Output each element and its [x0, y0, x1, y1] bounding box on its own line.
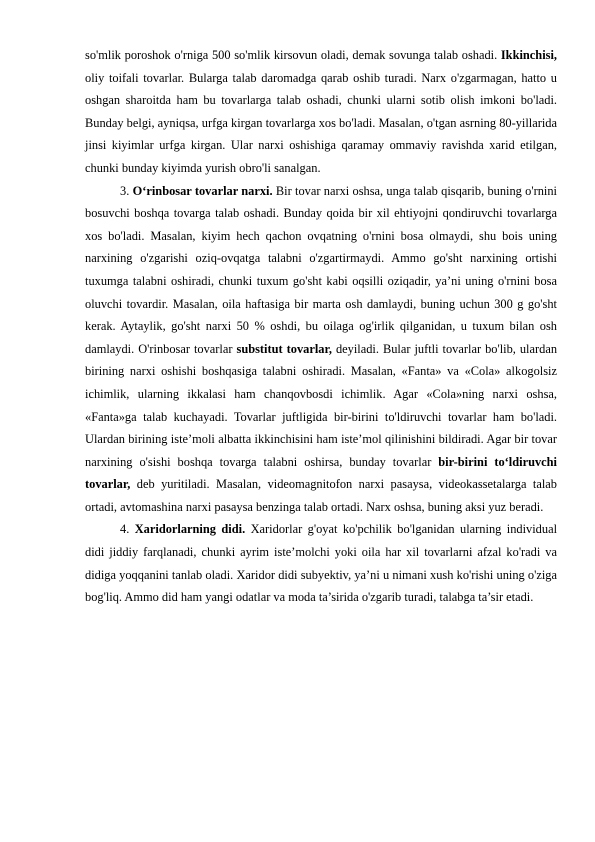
item-number: 3.	[120, 183, 133, 198]
term-substitut-tovarlar: substitut tovarlar,	[236, 341, 332, 356]
paragraph-substitute-goods	[85, 180, 557, 519]
text-segment: Bir tovar narxi oshsa, unga talab qisqarib, buning o'rnini bosuvchi boshqa tovarga talab oshadi. Bunday qoida bir xil ehtiyojni qondiruvchi tovarlarga xos bo'ladi. Masalan, kiyim hech qachon ovqatning o'rnini bosa olmaydi, shu bois uning narxining o'zgarishi oziq-ovqatga talabni o'zgartirmaydi. Ammo go'sht narxining ortishi tuxumga talabni oshiradi, chunki tuxum go'sht kabi oqsilli oziqadir, ya’ni uning o'rnini bosa oluvchi tovardir. Masalan, oila haftasiga bir marta osh damlaydi, buning uchun 300 g go'sht kerak. Aytaylik, go'sht narxi 50 % oshdi, bu oilaga og'irlik qilganidan, u tuxum bilan osh damlaydi. O'rinbosar tovarlar	[85, 183, 557, 356]
paragraph-superior-goods	[85, 44, 557, 180]
paragraph-consumer-taste	[85, 518, 557, 608]
term-complementary-goods: bir-birini to‘ldiruvchi tovarlar,	[85, 454, 557, 492]
text-segment: oliy toifali tovarlar. Bularga talab daromadga qarab oshib turadi. Narx o'zgarmagan, hatto u oshgan sharoitda ham bu tovarlarga talab oshadi, chunki ularni sotib olish imkoni bo'ladi. Bunday belgi, ayniqsa, urfga kirgan tovarlarga xos bo'ladi. Masalan, o'tgan asrning 80-yillarida jinsi kiyimlar urfga kirgan. Ular narxi oshishiga qaramay ommaviy ravishda xarid etilgan, chunki bunday kiyimda yurish obro'li sanalgan.	[85, 70, 557, 175]
text-segment: Xaridorlar g'oyat ko'pchilik bo'lganidan ularning individual didi jiddiy farqlanadi, chunki ayrim iste’molchi yoki oila har xil tovarlarni afzal ko'radi va didiga yoqqanini tanlab oladi. Xaridor didi subyektiv, ya’ni u nimani xush ko'rishi uning o'ziga bog'liq. Ammo did ham yangi odatlar va moda ta’sirida o'zgarib turadi, talabga ta’sir etadi.	[85, 522, 558, 605]
heading-consumer-taste: Xaridorlarning didi.	[134, 522, 246, 537]
heading-substitute-price: O‘rinbosar tovarlar narxi.	[132, 183, 273, 198]
text-segment: deyiladi. Bular juftli tovarlar bo'lib, ulardan birining narxi oshishi boshqasiga talabni oshiradi. Masalan, «Fanta» va «Cola» alkogolsiz ichimlik, ularning ikkalasi ham chanqovbosdi ichimlik. Agar «Cola»ning narxi oshsa, «Fanta»ga talab kuchayadi. Tovarlar juftligida bir-birini to'ldiruvchi tovarlar ham bo'ladi. Ulardan birining iste’moli albatta ikkinchisini ham iste’mol qilinishini bildiradi. Agar bir tovar narxining o'sishi boshqa tovarga talabni oshirsa, bunday tovarlar	[85, 341, 558, 469]
text-segment: so'mlik poroshok o'rniga 500 so'mlik kirsovun oladi, demak sovunga talab oshadi.	[85, 48, 501, 62]
term-ikkinchisi: Ikkinchisi,	[500, 48, 557, 62]
text-segment: deb yuritiladi. Masalan, videomagnitofon narxi pasaysa, videokassetalarga talab ortadi, avtomashina narxi pasaysa benzinga talab ortadi. Narx oshsa, buning aksi yuz beradi.	[85, 477, 557, 514]
document-page	[85, 44, 557, 609]
item-number: 4.	[120, 522, 135, 537]
